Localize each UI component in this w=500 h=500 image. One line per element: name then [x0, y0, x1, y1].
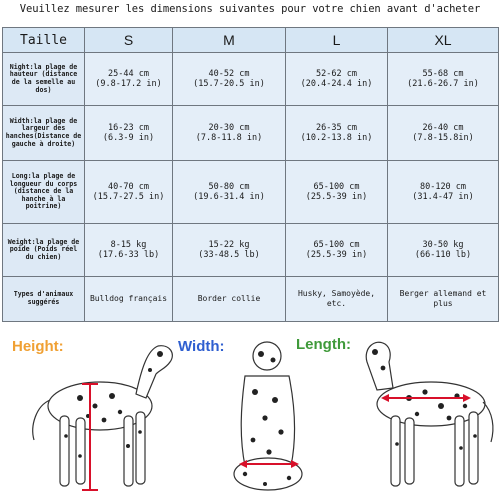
size-chart-table	[2, 27, 499, 322]
table-cell: Berger allemand et plus	[388, 277, 499, 322]
dog-standing-height-icon	[20, 336, 180, 498]
table-row-height	[3, 53, 499, 106]
table-cell: 15-22 kg (33-48.5 lb)	[173, 224, 286, 277]
row-label: Width:la plage de largeur des hanches(Distance de gauche à droite)	[3, 106, 85, 161]
table-cell: 25-44 cm (9.8-17.2 in)	[85, 53, 173, 106]
table-row-width	[3, 106, 499, 161]
row-label: Weight:la plage de poide (Poids réel du chien)	[3, 224, 85, 277]
table-row-weight	[3, 224, 499, 277]
page-title: Veuillez mesurer les dimensions suivantes pour votre chien avant d'acheter	[19, 3, 481, 15]
row-label: Night:la plage de hauteur (distance de la semelle au dos)	[3, 53, 85, 106]
header-size-label: Taille	[3, 28, 85, 53]
table-cell: 26-40 cm (7.8-15.8in)	[388, 106, 499, 161]
table-cell: Husky, Samoyède, etc.	[286, 277, 388, 322]
header-size-l: L	[286, 28, 388, 53]
table-cell: 50-80 cm (19.6-31.4 in)	[173, 161, 286, 224]
header-size-m: M	[173, 28, 286, 53]
table-cell: 65-100 cm (25.5-39 in)	[286, 161, 388, 224]
table-row-length	[3, 161, 499, 224]
table-row-dog-types	[3, 277, 499, 322]
table-header-row	[3, 28, 499, 53]
table-cell: 40-52 cm (15.7-20.5 in)	[173, 53, 286, 106]
row-label: Long:la plage de longueur du corps (distance de la hanche à la poitrine)	[3, 161, 85, 224]
table-cell: Bulldog français	[85, 277, 173, 322]
table-cell: 8-15 kg (17.6-33 lb)	[85, 224, 173, 277]
dog-standing-length-icon	[345, 332, 497, 498]
height-label: Height:	[12, 338, 64, 355]
measurement-illustrations	[0, 326, 500, 500]
table-cell: 26-35 cm (10.2-13.8 in)	[286, 106, 388, 161]
table-cell: 40-70 cm (15.7-27.5 in)	[85, 161, 173, 224]
length-label: Length:	[296, 336, 351, 353]
header-size-s: S	[85, 28, 173, 53]
table-cell: Border collie	[173, 277, 286, 322]
table-cell: 55-68 cm (21.6-26.7 in)	[388, 53, 499, 106]
header-size-xl: XL	[388, 28, 499, 53]
table-cell: 80-120 cm (31.4-47 in)	[388, 161, 499, 224]
dog-sitting-width-icon	[215, 336, 325, 498]
table-cell: 65-100 cm (25.5-39 in)	[286, 224, 388, 277]
table-cell: 16-23 cm (6.3-9 in)	[85, 106, 173, 161]
table-cell: 52-62 cm (20.4-24.4 in)	[286, 53, 388, 106]
row-label: Types d'animaux suggérés	[3, 277, 85, 322]
width-label: Width:	[178, 338, 225, 355]
table-cell: 30-50 kg (66-110 lb)	[388, 224, 499, 277]
table-cell: 20-30 cm (7.8-11.8 in)	[173, 106, 286, 161]
